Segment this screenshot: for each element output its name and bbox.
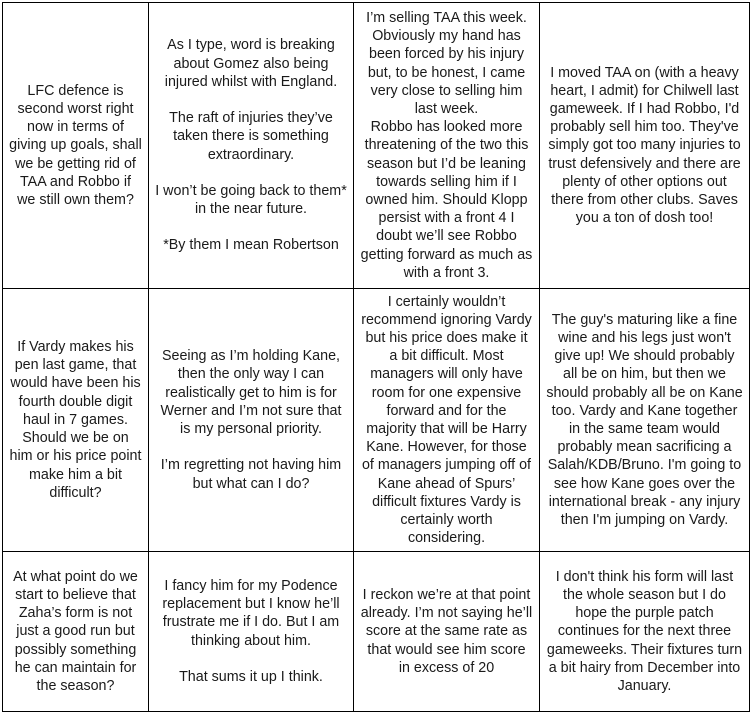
answer-paragraph: The guy's maturing like a fine wine and his legs just won't give up! We should probably all be on him, but then we should probably all be on Kane too. Vardy and Kane together in the same team would probably mean sacrificing a Salah/KDB/Bruno. I'm going to see how Kane goes over the international break - any injury then I'm jumping on Vardy.	[546, 311, 743, 529]
answer-paragraph: I won’t be going back to them* in the near future.	[155, 182, 347, 218]
answer-cell	[354, 552, 540, 712]
answer-paragraph: I fancy him for my Podence replacement but I know he’ll frustrate me if I do. But I am thinking about him.	[162, 577, 340, 649]
answer-paragraph: I’m regretting not having him but what can I do?	[160, 457, 342, 492]
table-row	[3, 3, 750, 289]
answer-paragraph: I reckon we’re at that point already. I’m not saying he’ll score at the same rate as that would see him score in excess of 20	[360, 586, 533, 676]
answer-cell	[149, 3, 354, 289]
answer-paragraph: I don't think his form will last the whole season but I do hope the purple patch continues for the next three gameweeks. Their fixtures turn a bit hairy from December into January.	[546, 568, 743, 694]
answer-cell	[354, 289, 540, 552]
answer-paragraph: I’m selling TAA this week. Obviously my hand has been forced by his injury but, to be honest, I came very close to selling him last week.	[366, 9, 527, 117]
answer-paragraph: Seeing as I’m holding Kane, then the only way I can realistically get to him is for Werner and I’m not sure that is my personal priority.	[160, 348, 342, 437]
table-row	[3, 289, 750, 552]
answer-paragraph: As I type, word is breaking about Gomez also being injured whilst with England.	[164, 37, 338, 90]
answer-paragraph: The raft of injuries they’ve taken there is something extraordinary.	[169, 110, 333, 163]
question-cell	[3, 289, 149, 552]
question-text: LFC defence is second worst right now in terms of giving up goals, shall we be getting rid of TAA and Robbo if we still own them?	[9, 82, 142, 208]
question-cell	[3, 552, 149, 712]
answer-cell	[540, 552, 750, 712]
answer-cell	[540, 289, 750, 552]
answer-paragraph: I certainly wouldn’t recommend ignoring Vardy but his price does make it a bit difficult. Most managers will only have room for one expensive forward and for the majority that will be Harry Kane. However, for those of managers jumping off of Kane ahead of Spurs’ difficult fixtures Vardy is certainly worth considering.	[361, 293, 532, 547]
answer-cell	[149, 552, 354, 712]
answer-paragraph: I moved TAA on (with a heavy heart, I admit) for Chilwell last gameweek. If I had Robbo, I'd probably sell him too. They've simply got too many injuries to trust defensively and there are plenty of other options out there from other clubs. Saves you a ton of dosh too!	[548, 64, 741, 227]
table-row	[3, 552, 750, 712]
answer-paragraph: Robbo has looked more threatening of the two this season but I’d be leaning towards selling him if I owned him. Should Klopp persist with a front 4 I doubt we’ll see Robbo getting forward as much as with a front 3.	[360, 119, 533, 281]
answer-paragraph: That sums it up I think.	[179, 668, 323, 685]
question-text: If Vardy makes his pen last game, that would have been his fourth double digit haul in 7 games. Should we be on him or his price point make him a bit difficult?	[9, 339, 142, 501]
answer-paragraph: *By them I mean Robertson	[163, 237, 339, 254]
answer-cell	[149, 289, 354, 552]
qa-grid	[2, 2, 750, 712]
question-text: At what point do we start to believe that Zaha’s form is not just a good run but possibly something he can maintain for the season?	[13, 568, 138, 694]
answer-cell	[354, 3, 540, 289]
answer-cell	[540, 3, 750, 289]
question-cell	[3, 3, 149, 289]
